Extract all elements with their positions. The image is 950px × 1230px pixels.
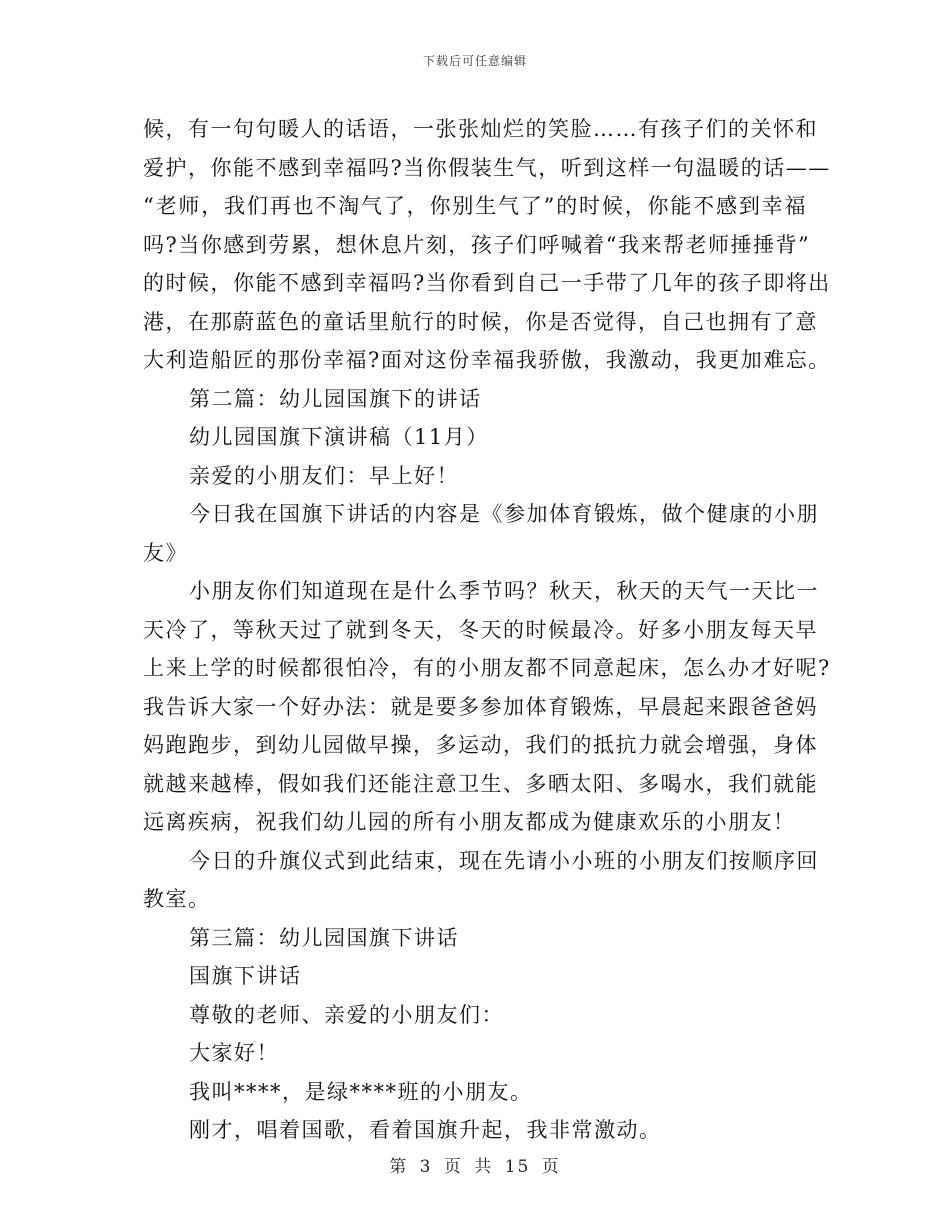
text-line: 亲爱的小朋友们：早上好！	[189, 463, 459, 488]
text-line: 大家好！	[189, 1041, 279, 1065]
text-line: 大利造船匠的那份幸福?面对这份幸福我骄傲，我激动，我更加难忘。	[143, 348, 831, 372]
text-line: 上来上学的时候都很怕冷，有的小朋友都不同意起床，怎么办才好呢?	[143, 656, 831, 680]
text-line: “老师，我们再也不淘气了，你别生气了”的时候，你能不感到幸福	[143, 194, 807, 218]
text-line: 尊敬的老师、亲爱的小朋友们：	[189, 1002, 504, 1027]
text-line: 爱护，你能不感到幸福吗?当你假装生气，听到这样一句温暖的话——	[143, 155, 831, 180]
text-line: 候，有一句句暖人的话语，一张张灿烂的笑脸……有孩子们的关怀和	[143, 117, 818, 141]
text-line: 友》	[143, 540, 188, 565]
text-line: 今日我在国旗下讲话的内容是《参加体育锻炼，做个健康的小朋	[189, 502, 819, 526]
text-line: 港，在那蔚蓝色的童话里航行的时候，你是否觉得，自己也拥有了意	[143, 309, 818, 334]
text-line: 吗?当你感到劳累，想休息片刻，孩子们呼喊着“我来帮老师捶捶背”	[143, 232, 811, 257]
text-line: 天冷了，等秋天过了就到冬天，冬天的时候最冷。好多小朋友每天早	[143, 617, 818, 642]
text-line: 第二篇：幼儿园国旗下的讲话	[189, 386, 482, 411]
text-line: 妈跑跑步，到幼儿园做早操，多运动，我们的抵抗力就会增强，身体	[143, 733, 818, 757]
text-line: 教室。	[143, 887, 211, 911]
text-line: 幼儿园国旗下演讲稿（11月）	[189, 425, 489, 449]
text-line: 小朋友你们知道现在是什么季节吗？秋天，秋天的天气一天比一	[189, 579, 819, 603]
text-line: 远离疾病，祝我们幼儿园的所有小朋友都成为健康欢乐的小朋友！	[143, 810, 796, 834]
page-footer: 第 3 页 共 15 页	[389, 1157, 561, 1177]
text-line: 刚才，唱着国歌，看着国旗升起，我非常激动。	[189, 1118, 662, 1142]
page-header: 下载后可任意编辑	[422, 54, 527, 68]
document-body	[143, 110, 831, 1150]
text-line: 国旗下讲话	[189, 964, 302, 988]
text-line: 今日的升旗仪式到此结束，现在先请小小班的小朋友们按顺序回	[189, 848, 819, 873]
text-line: 第三篇：幼儿园国旗下讲话	[189, 925, 459, 950]
text-line: 我告诉大家一个好办法：就是要多参加体育锻炼，早晨起来跟爸爸妈	[143, 694, 818, 719]
text-line: 的时候，你能不感到幸福吗?当你看到自己一手带了几年的孩子即将出	[143, 271, 831, 295]
text-line: 我叫****，是绿****班的小朋友。	[189, 1079, 533, 1104]
text-line: 就越来越棒，假如我们还能注意卫生、多晒太阳、多喝水，我们就能	[143, 771, 818, 796]
